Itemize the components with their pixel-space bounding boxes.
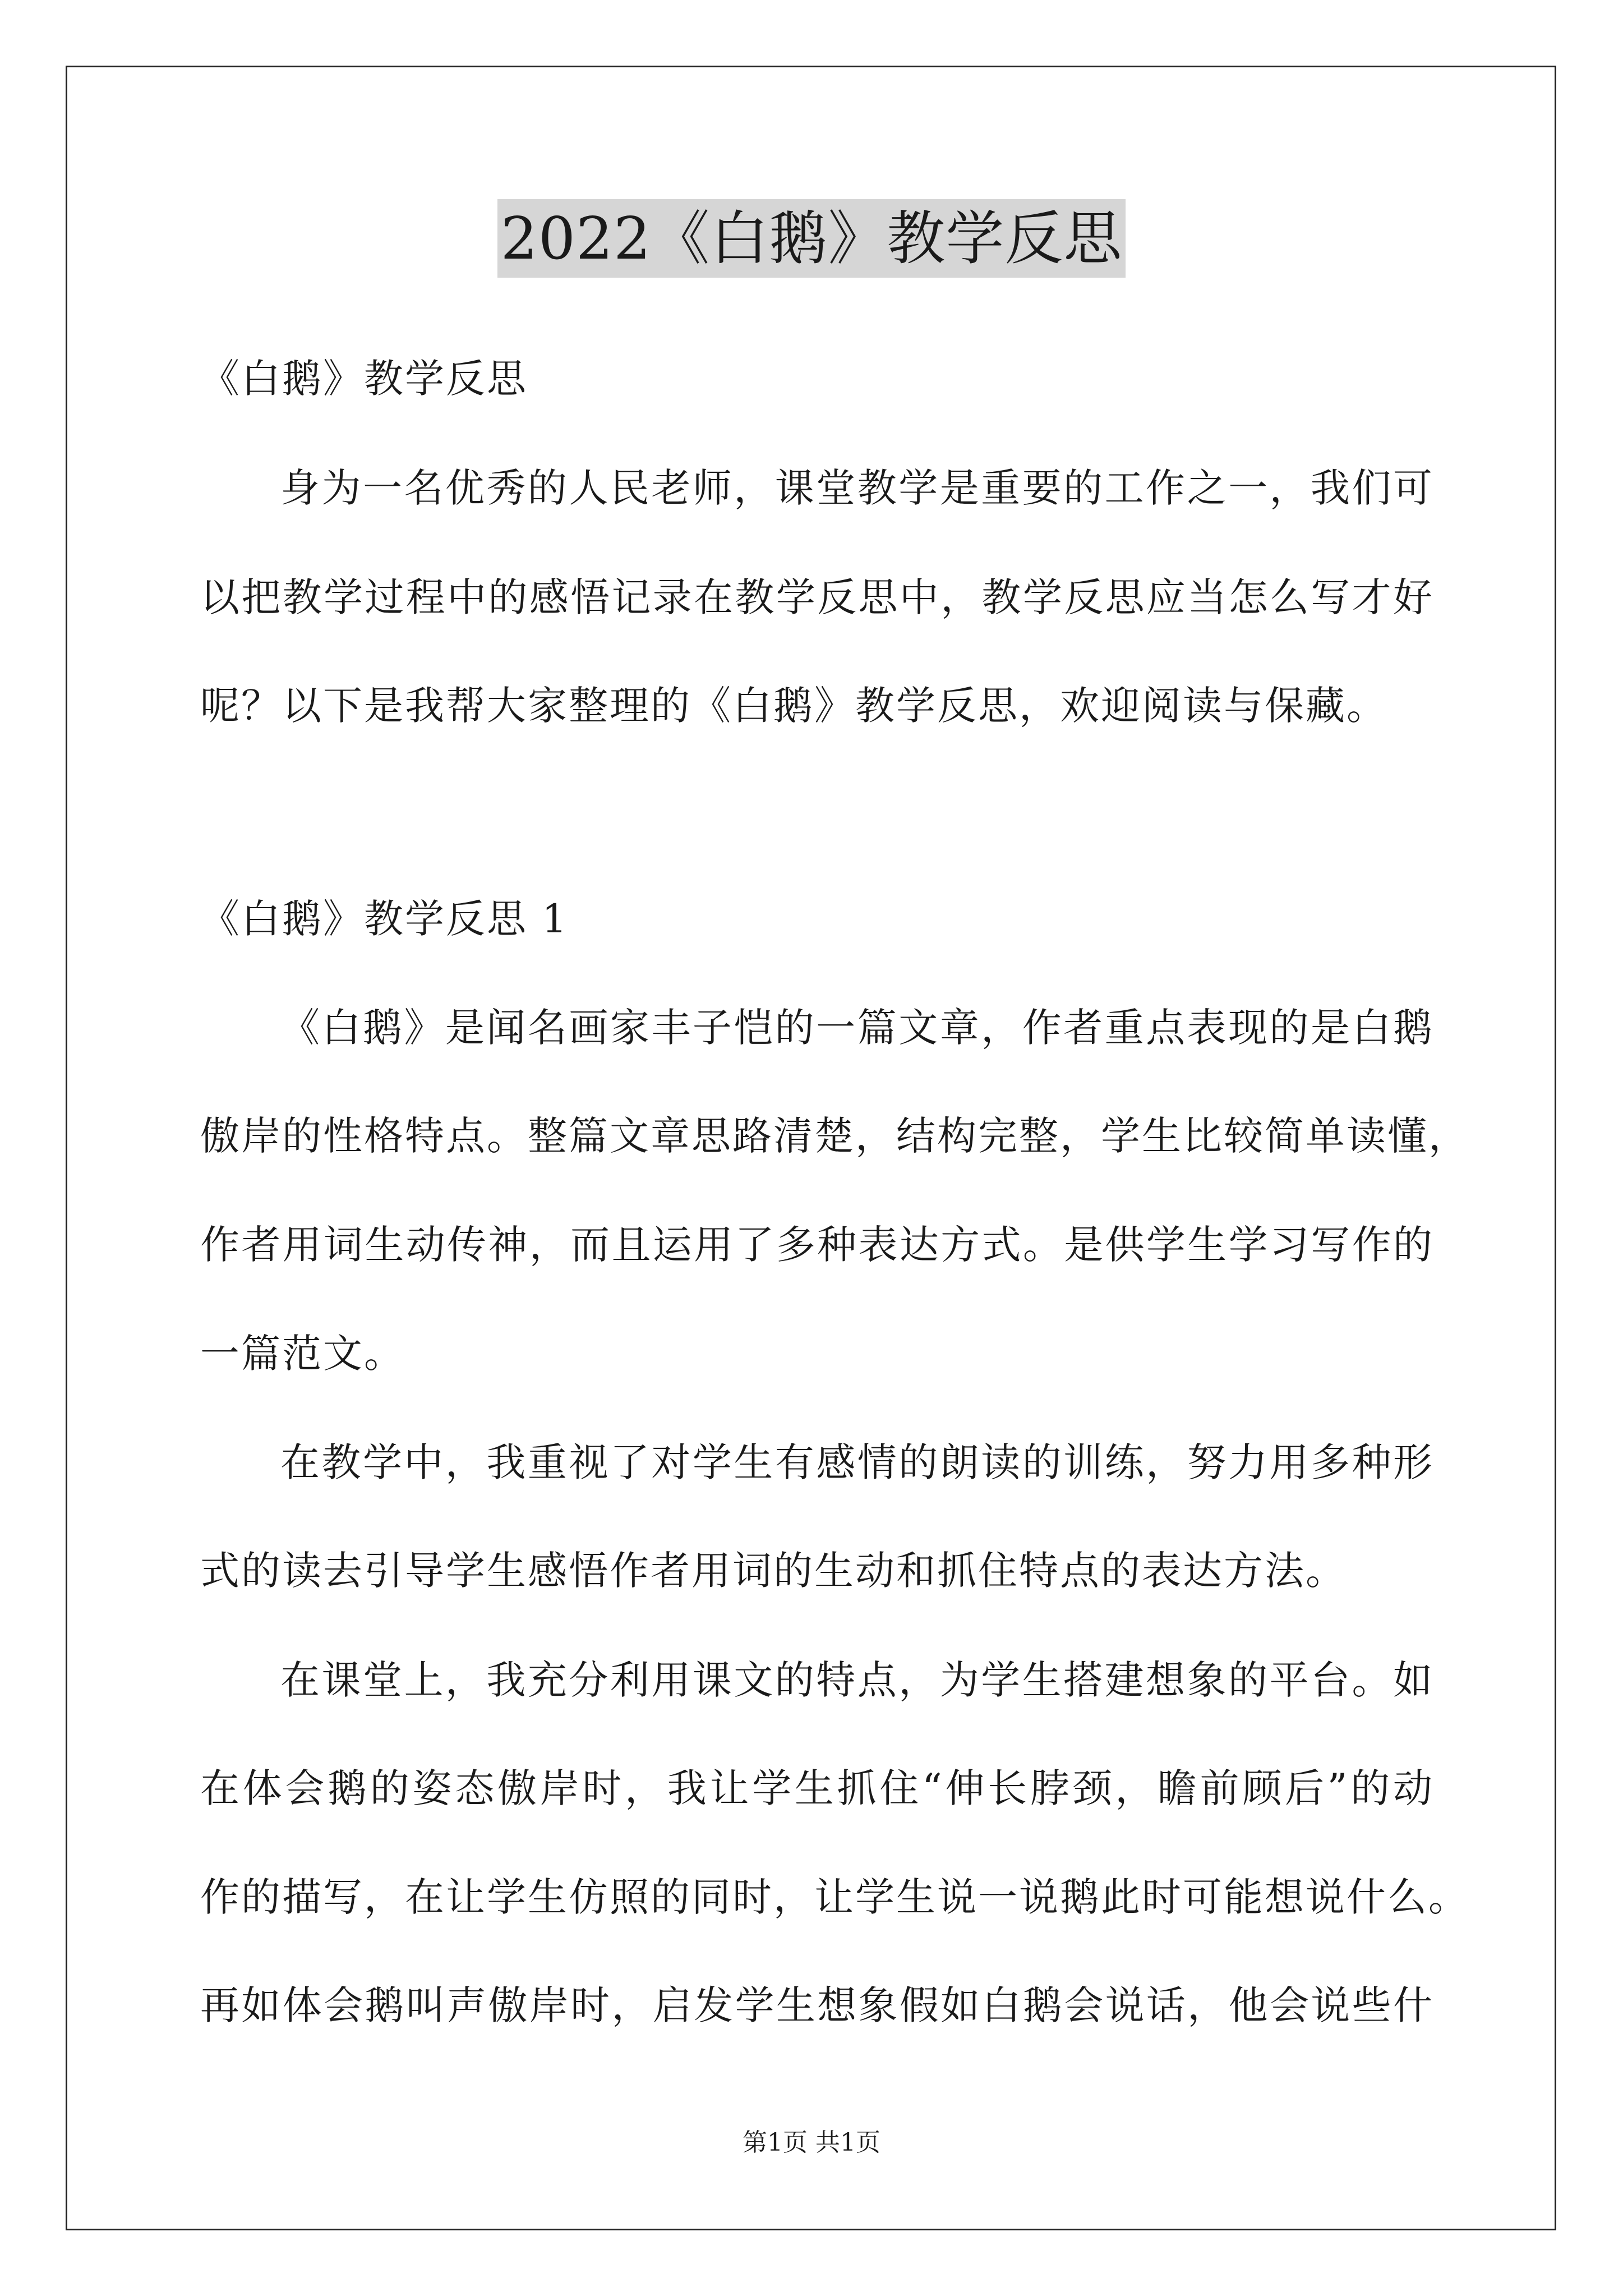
page-footer: 第1页 共1页: [743, 2128, 880, 2157]
intro-line-1: 身为一名优秀的人民老师，课堂教学是重要的工作之一，我们可: [280, 465, 1434, 511]
intro-line-2: 以把教学过程中的感悟记录在教学反思中，教学反思应当怎么写才好: [200, 574, 1434, 620]
section-heading: 《白鹅》教学反思 1: [200, 896, 569, 942]
intro-line-3: 呢？以下是我帮大家整理的《白鹅》教学反思，欢迎阅读与保藏。: [200, 683, 1387, 729]
document-title: 2022《白鹅》教学反思: [497, 199, 1126, 278]
paragraph3-line-4: 再如体会鹅叫声傲岸时，启发学生想象假如白鹅会说话，他会说些什: [200, 1982, 1434, 2028]
paragraph2-line-2: 式的读去引导学生感悟作者用词的生动和抓住特点的表达方法。: [200, 1548, 1347, 1594]
paragraph1-line-1: 《白鹅》是闻名画家丰子恺的一篇文章，作者重点表现的是白鹅: [280, 1005, 1434, 1051]
paragraph3-line-3: 作的描写，在让学生仿照的同时，让学生说一说鹅此时可能想说什么。: [200, 1874, 1469, 1920]
title-block: [0, 199, 1623, 278]
paragraph3-line-2: 在体会鹅的姿态傲岸时，我让学生抓住“伸长脖颈，瞻前顾后”的动: [200, 1765, 1434, 1811]
paragraph1-line-2: 傲岸的性格特点。整篇文章思路清楚，结构完整，学生比较简单读懂，: [200, 1113, 1469, 1159]
intro-heading: 《白鹅》教学反思: [200, 356, 528, 402]
paragraph1-line-4: 一篇范文。: [200, 1331, 405, 1377]
paragraph2-line-1: 在教学中，我重视了对学生有感情的朗读的训练，努力用多种形: [280, 1439, 1434, 1485]
paragraph3-line-1: 在课堂上，我充分利用课文的特点，为学生搭建想象的平台。如: [280, 1657, 1434, 1703]
paragraph1-line-3: 作者用词生动传神，而且运用了多种表达方式。是供学生学习写作的: [200, 1222, 1434, 1268]
